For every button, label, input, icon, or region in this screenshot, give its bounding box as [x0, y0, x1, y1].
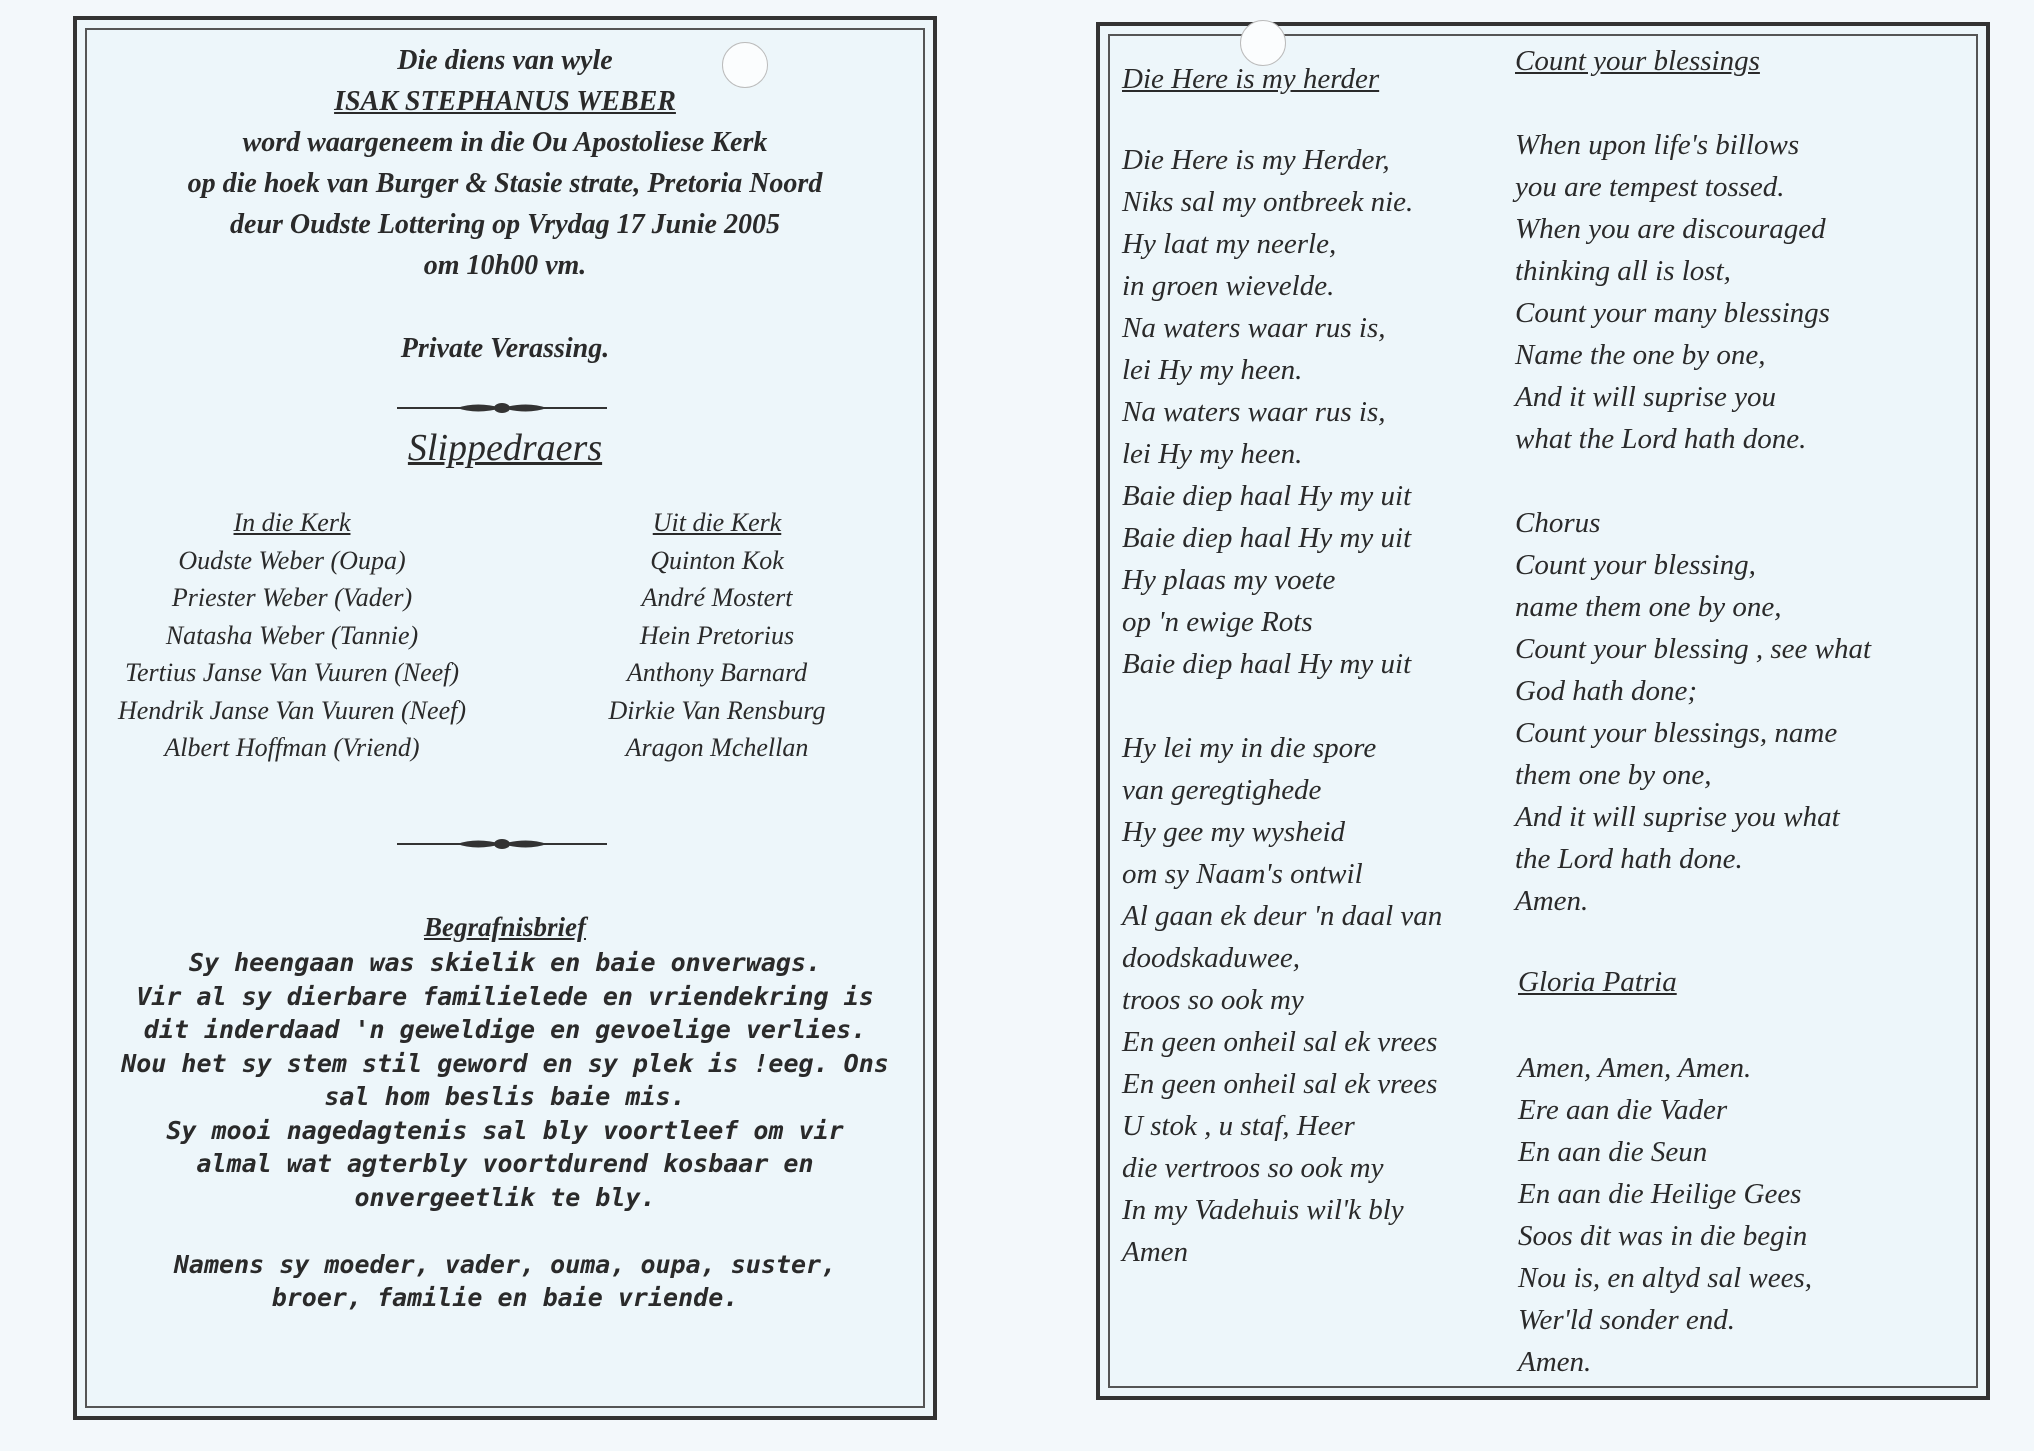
service-line-6: om 10h00 vm.: [423, 250, 587, 281]
letter-line-8: onvergeetlik te bly.: [354, 1182, 656, 1212]
cremation-note: Private Verassing.: [400, 333, 610, 364]
hymn1-line: Na waters waar rus is,: [1122, 312, 1386, 344]
hymn3-body: [1518, 1047, 1812, 1383]
pallbearer-in-5: Hendrik Janse Van Vuuren (Neef): [117, 695, 466, 725]
hymn3-title: Gloria Patria: [1518, 966, 1677, 998]
hymn2-line: God hath done;: [1515, 675, 1698, 707]
right-page: [1096, 22, 1990, 1400]
out-church-heading: Uit die Kerk: [652, 508, 782, 537]
hymn3-line: En aan die Seun: [1518, 1136, 1708, 1168]
hymn3-line: Amen, Amen, Amen.: [1518, 1052, 1752, 1084]
hymn1-line: En geen onheil sal ek vrees: [1122, 1068, 1438, 1100]
pallbearer-in-2: Priester Weber (Vader): [171, 583, 413, 612]
letter-line-6: Sy mooi nagedagtenis sal bly voortleef om vir: [166, 1115, 844, 1145]
pallbearer-out-6: Aragon Mchellan: [625, 733, 809, 762]
hymn2-line: you are tempest tossed.: [1515, 171, 1785, 203]
hymn1-line: Hy gee my wysheid: [1122, 816, 1346, 848]
letter-line-10: Namens sy moeder, vader, ouma, oupa, suster,: [173, 1249, 837, 1279]
hymn1-title: Die Here is my herder: [1122, 63, 1380, 95]
pallbearer-in-3: Natasha Weber (Tannie): [165, 620, 419, 650]
hymn2-line: them one by one,: [1515, 759, 1712, 791]
ornament-divider-1: [397, 400, 607, 416]
hymn2-title: Count your blessings: [1515, 45, 1760, 77]
hymn3-line: Amen.: [1518, 1346, 1592, 1378]
hymn1-line: Baie diep haal Hy my uit: [1122, 522, 1412, 554]
hymn1-line: Al gaan ek deur 'n daal van: [1122, 900, 1443, 932]
hymn1-line: Die Here is my Herder,: [1122, 144, 1390, 176]
letter-line-5: sal hom beslis baie mis.: [324, 1082, 686, 1111]
hymn2-line: Name the one by one,: [1515, 339, 1766, 371]
deceased-name: ISAK STEPHANUS WEBER: [334, 86, 676, 117]
hymn2-line: Count your blessing,: [1515, 549, 1756, 581]
letter-line-9: [77, 1214, 933, 1248]
pallbearer-out-4: Anthony Barnard: [626, 658, 808, 687]
pallbearer-in-6: Albert Hoffman (Vriend): [164, 733, 420, 762]
service-line-5: deur Oudste Lottering op Vrydag 17 Junie 2005: [230, 209, 780, 240]
letter-body: [77, 946, 933, 1315]
hymn1-line: Hy plaas my voete: [1122, 564, 1336, 596]
hymn1-line: Na waters waar rus is,: [1122, 396, 1386, 428]
hymn1-line: In my Vadehuis wil'k bly: [1122, 1194, 1404, 1226]
left-page: [73, 16, 937, 1420]
hymn1-line: En geen onheil sal ek vrees: [1122, 1026, 1438, 1058]
pallbearer-out-3: Hein Pretorius: [639, 620, 795, 650]
in-church-heading: In die Kerk: [233, 508, 351, 537]
hymn2-line: When you are discouraged: [1515, 213, 1826, 245]
service-line-4: op die hoek van Burger & Stasie strate, Pretoria Noord: [187, 168, 823, 199]
hymn1-line: in groen wievelde.: [1122, 270, 1335, 302]
hymn1-line: van geregtighede: [1122, 774, 1322, 806]
hymn2-line: Count your many blessings: [1515, 297, 1830, 329]
letter-line-2: Vir al sy dierbare familielede en vriendekring is: [136, 981, 874, 1011]
hymn2-line: Amen.: [1515, 885, 1589, 917]
letter-title: Begrafnisbrief: [424, 912, 586, 942]
hymn1-line: om sy Naam's ontwil: [1122, 858, 1363, 890]
hymn1-body: [1122, 139, 1442, 1273]
hymn2-line: the Lord hath done.: [1515, 843, 1743, 875]
hymn1-line: Niks sal my ontbreek nie.: [1122, 186, 1414, 218]
service-line-1: Die diens van wyle: [397, 45, 613, 76]
hymn1-line: lei Hy my heen.: [1122, 354, 1303, 386]
hymn3-line: En aan die Heilige Gees: [1518, 1178, 1802, 1210]
out-church-column: [597, 504, 837, 767]
hymn2-line: thinking all is lost,: [1515, 255, 1731, 287]
in-church-column: [117, 504, 467, 767]
hymn2-line: Count your blessing , see what: [1515, 633, 1872, 665]
hymn1-line: die vertroos so ook my: [1122, 1152, 1384, 1184]
hymn1-line: Baie diep haal Hy my uit: [1122, 480, 1412, 512]
hymn2-line: And it will suprise you: [1515, 381, 1776, 413]
hymn2-line: Chorus: [1515, 507, 1601, 539]
hymn1-line: Baie diep haal Hy my uit: [1122, 648, 1412, 680]
hymn2-line: Count your blessings, name: [1515, 717, 1838, 749]
pallbearer-in-4: Tertius Janse Van Vuuren (Neef): [124, 658, 460, 687]
hymn3-line: Wer'ld sonder end.: [1518, 1304, 1735, 1336]
hymn2-line: When upon life's billows: [1515, 129, 1800, 161]
letter-line-3: dit inderdaad 'n geweldige en gevoelige verlies.: [143, 1015, 867, 1044]
hymn1-line: U stok , u staf, Heer: [1122, 1110, 1355, 1142]
pallbearer-out-2: André Mostert: [641, 583, 793, 612]
hymn1-line: op 'n ewige Rots: [1122, 606, 1313, 638]
hymn1-line: lei Hy my heen.: [1122, 438, 1303, 470]
hymn1-line: Hy lei my in die spore: [1122, 732, 1377, 764]
hymn2-line: And it will suprise you what: [1515, 801, 1840, 833]
hymn1-line: troos so ook my: [1122, 984, 1304, 1016]
letter-line-11: broer, familie en baie vriende.: [271, 1283, 739, 1312]
hymn1-line: Hy laat my neerle,: [1122, 228, 1337, 260]
pallbearer-out-5: Dirkie Van Rensburg: [608, 695, 826, 725]
hymn2-line: what the Lord hath done.: [1515, 423, 1807, 455]
letter-line-1: Sy heengaan was skielik en baie onverwags.: [188, 948, 822, 977]
pallbearer-out-1: Quinton Kok: [650, 545, 784, 575]
service-line-3: word waargeneem in die Ou Apostoliese Kerk: [242, 127, 768, 158]
letter-line-4: Nou het sy stem stil geword en sy plek is !eeg. Ons: [121, 1048, 889, 1078]
hymn2-line: [1515, 460, 1871, 502]
hymn2-body: [1515, 124, 1871, 922]
hymn1-line: [1122, 685, 1442, 727]
pallbearer-in-1: Oudste Weber (Oupa): [178, 545, 406, 575]
letter-line-7: almal wat agterbly voortdurend kosbaar en: [196, 1149, 814, 1178]
hymn3-line: Ere aan die Vader: [1518, 1094, 1728, 1126]
hymn2-line: name them one by one,: [1515, 591, 1782, 623]
hymn1-line: Amen: [1122, 1236, 1189, 1268]
hymn1-line: doodskaduwee,: [1122, 942, 1300, 974]
pallbearers-title: Slippedraers: [407, 427, 603, 469]
hymn3-line: Nou is, en altyd sal wees,: [1518, 1262, 1813, 1294]
ornament-divider-2: [397, 836, 607, 852]
hymn3-line: Soos dit was in die begin: [1518, 1220, 1808, 1252]
